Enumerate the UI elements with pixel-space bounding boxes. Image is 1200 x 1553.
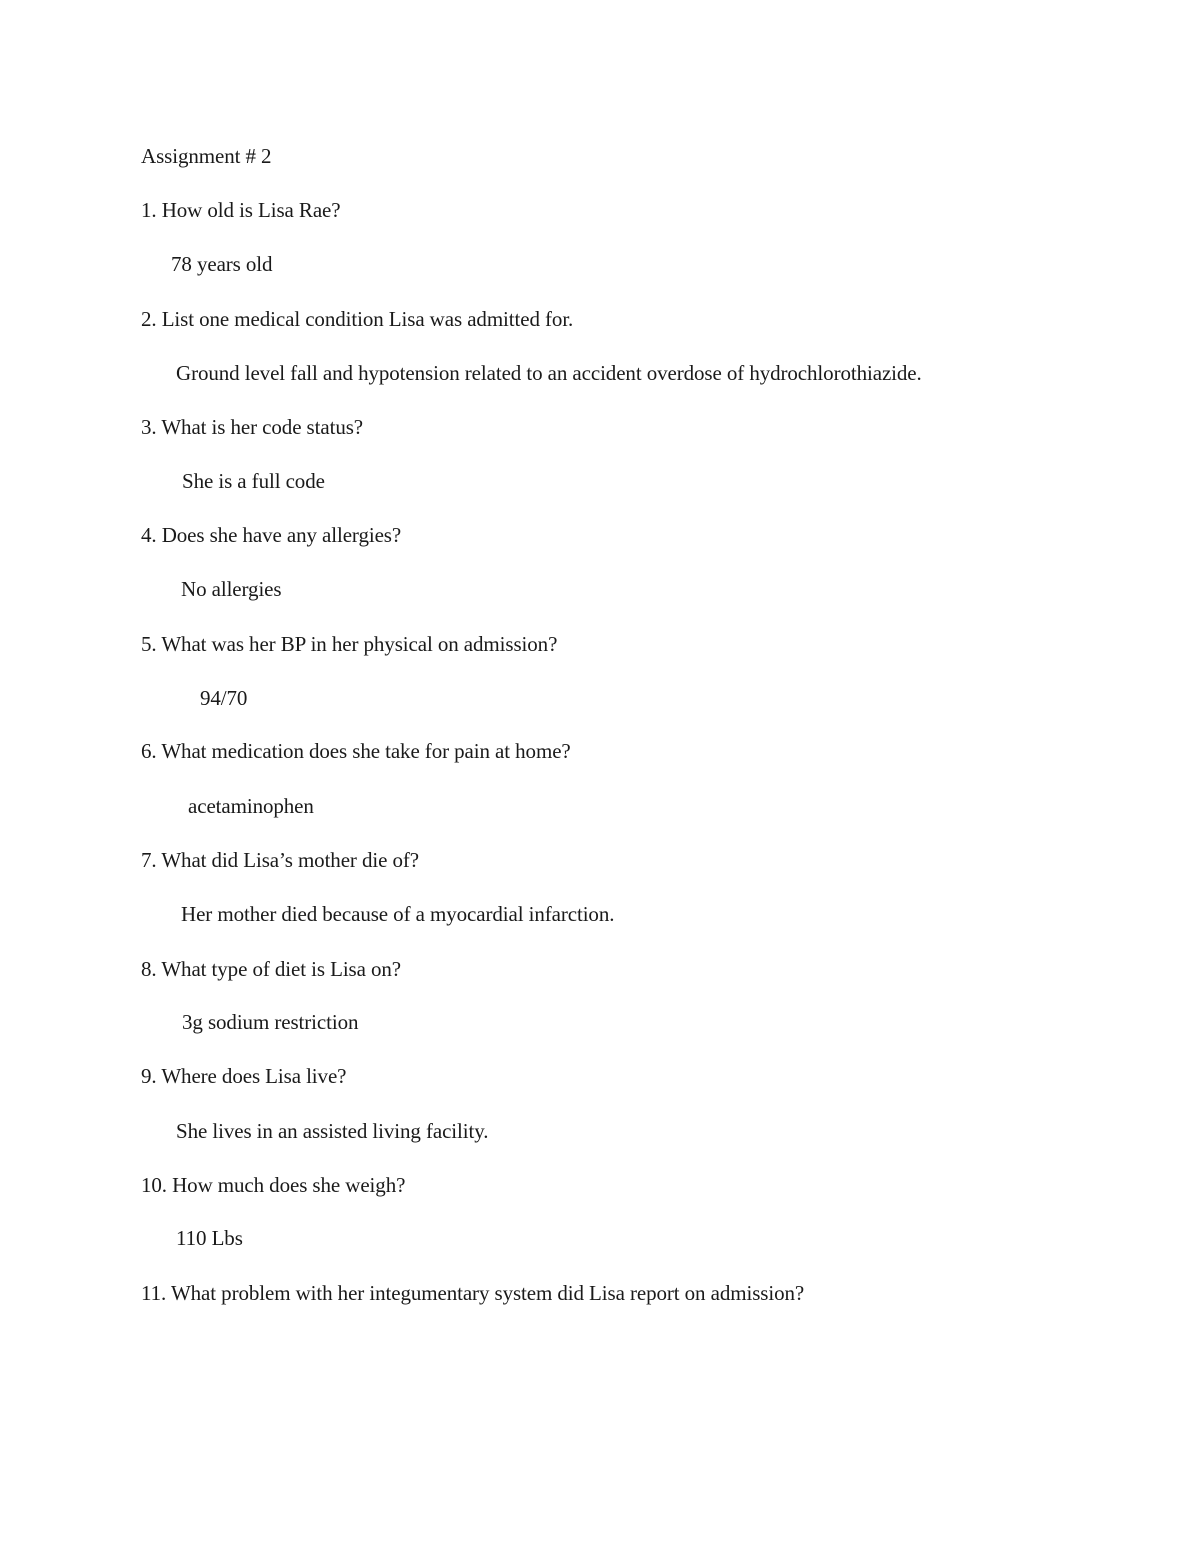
question-11: 11. What problem with her integumentary system did Lisa report on admission? — [141, 1281, 805, 1305]
question-2: 2. List one medical condition Lisa was admitted for. — [141, 307, 574, 331]
answer-4: No allergies — [181, 577, 282, 601]
question-10: 10. How much does she weigh? — [141, 1173, 406, 1197]
question-3: 3. What is her code status? — [141, 415, 364, 439]
question-7: 7. What did Lisa’s mother die of? — [141, 848, 419, 872]
question-1: 1. How old is Lisa Rae? — [141, 198, 341, 222]
answer-7: Her mother died because of a myocardial infarction. — [181, 902, 615, 926]
answer-9: She lives in an assisted living facility. — [176, 1119, 489, 1143]
question-4: 4. Does she have any allergies? — [141, 523, 402, 547]
question-9: 9. Where does Lisa live? — [141, 1064, 347, 1088]
question-5: 5. What was her BP in her physical on admission? — [141, 632, 558, 656]
answer-5: 94/70 — [200, 686, 248, 710]
answer-1: 78 years old — [171, 252, 273, 276]
question-6: 6. What medication does she take for pain at home? — [141, 739, 571, 763]
document-title: Assignment # 2 — [141, 144, 272, 168]
answer-10: 110 Lbs — [176, 1226, 243, 1250]
answer-8: 3g sodium restriction — [182, 1010, 359, 1034]
answer-2: Ground level fall and hypotension related to an accident overdose of hydrochlorothiazide. — [176, 361, 922, 385]
question-8: 8. What type of diet is Lisa on? — [141, 957, 402, 981]
answer-3: She is a full code — [182, 469, 325, 493]
answer-6: acetaminophen — [188, 794, 314, 818]
